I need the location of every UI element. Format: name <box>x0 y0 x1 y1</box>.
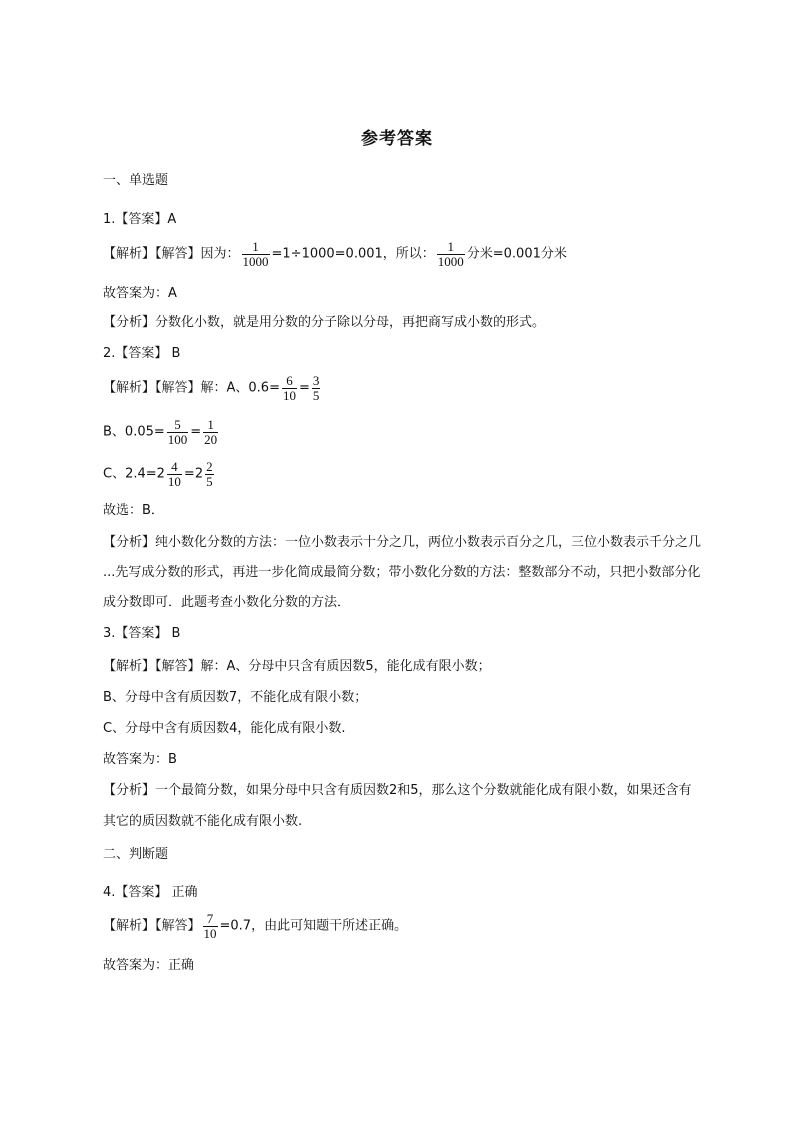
fraction-denominator: 20 <box>204 432 218 447</box>
q4-answer: 4.【答案】 正确 <box>103 885 198 900</box>
fraction <box>437 240 465 269</box>
q3-explanation-c: C、分母中含有质因数4，能化成有限小数. <box>103 721 346 736</box>
section-heading-single-choice: 一、单选题 <box>103 173 169 188</box>
q1-explanation <box>103 240 567 269</box>
q2-analysis-line1: 【分析】纯小数化分数的方法：一位小数表示十分之几，两位小数表示百分之几，三位小数表示千分之几 <box>103 535 702 550</box>
fraction-numerator: 6 <box>286 373 293 388</box>
q1-analysis: 【分析】分数化小数，就是用分数的分子除以分母，再把商写成小数的形式。 <box>103 315 546 330</box>
equals-sign: =2 <box>183 466 204 482</box>
q2-b-prefix: B、0.05= <box>103 424 165 440</box>
q2-conclusion: 故选：B． <box>103 503 164 518</box>
fraction <box>203 912 218 941</box>
q4-conclusion: 故答案为：正确 <box>103 958 195 973</box>
fraction <box>203 418 218 447</box>
fraction-numerator: 2 <box>206 459 213 474</box>
q3-analysis-line1: 【分析】一个最简分数，如果分母中只含有质因数2和5，那么这个分数就能化成有限小数，如果还含有 <box>103 783 692 798</box>
fraction-denominator: 10 <box>282 388 296 403</box>
q2-analysis-line2: ...先写成分数的形式，再进一步化简成最简分数；带小数化分数的方法：整数部分不动，只把小数部分化 <box>103 565 701 580</box>
q3-explanation-a: 【解析】【解答】解：A、分母中只含有质因数5，能化成有限小数； <box>103 659 491 674</box>
q2-explanation-c <box>103 460 216 489</box>
fraction-numerator: 3 <box>312 373 320 388</box>
fraction <box>242 240 270 269</box>
q2-explanation-a <box>103 374 322 403</box>
q1-exp-end: 分米=0.001分米 <box>466 246 567 262</box>
fraction-denominator: 5 <box>312 388 320 403</box>
fraction <box>167 460 182 489</box>
q1-answer: 1.【答案】A <box>103 212 177 227</box>
fraction-denominator: 10 <box>167 474 181 489</box>
q3-analysis-line2: 其它的质因数就不能化成有限小数. <box>103 814 303 829</box>
fraction-denominator: 5 <box>206 474 213 489</box>
fraction-numerator: 1 <box>447 239 455 254</box>
fraction-denominator: 1000 <box>437 254 464 269</box>
fraction-denominator: 10 <box>203 926 217 941</box>
q4-exp-prefix: 【解析】【解答】 <box>103 918 201 934</box>
fraction-numerator: 4 <box>171 459 178 474</box>
fraction-numerator: 5 <box>174 417 181 432</box>
q1-conclusion: 故答案为：A <box>103 286 177 301</box>
fraction-numerator: 7 <box>206 911 214 926</box>
fraction <box>282 374 297 403</box>
q4-exp-end: =0.7，由此可知题干所述正确。 <box>219 918 408 934</box>
q4-explanation <box>103 912 407 941</box>
section-heading-true-false: 二、判断题 <box>103 847 169 862</box>
fraction-numerator: 1 <box>252 239 259 254</box>
q2-answer: 2.【答案】 B <box>103 346 181 361</box>
fraction <box>205 460 214 489</box>
q1-exp-mid: =1÷1000=0.001，所以： <box>271 246 435 262</box>
fraction-numerator: 1 <box>207 417 214 432</box>
q3-conclusion: 故答案为：B <box>103 752 177 767</box>
page-title: 参考答案 <box>361 129 433 149</box>
fraction <box>167 418 189 447</box>
fraction-denominator: 100 <box>167 432 188 447</box>
q3-answer: 3.【答案】 B <box>103 626 181 641</box>
fraction-denominator: 1000 <box>242 254 269 269</box>
equals-sign: = <box>190 424 202 440</box>
q2-c-prefix: C、2.4=2 <box>103 466 165 482</box>
q1-exp-prefix: 【解析】【解答】因为： <box>103 246 240 262</box>
q2-a-prefix: 【解析】【解答】解：A、0.6= <box>103 380 280 396</box>
fraction <box>312 374 321 403</box>
q2-analysis-line3: 成分数即可．此题考查小数化分数的方法． <box>103 595 351 610</box>
equals-sign: = <box>298 380 310 396</box>
q2-explanation-b <box>103 418 220 447</box>
q3-explanation-b: B、分母中含有质因数7，不能化成有限小数； <box>103 690 368 705</box>
